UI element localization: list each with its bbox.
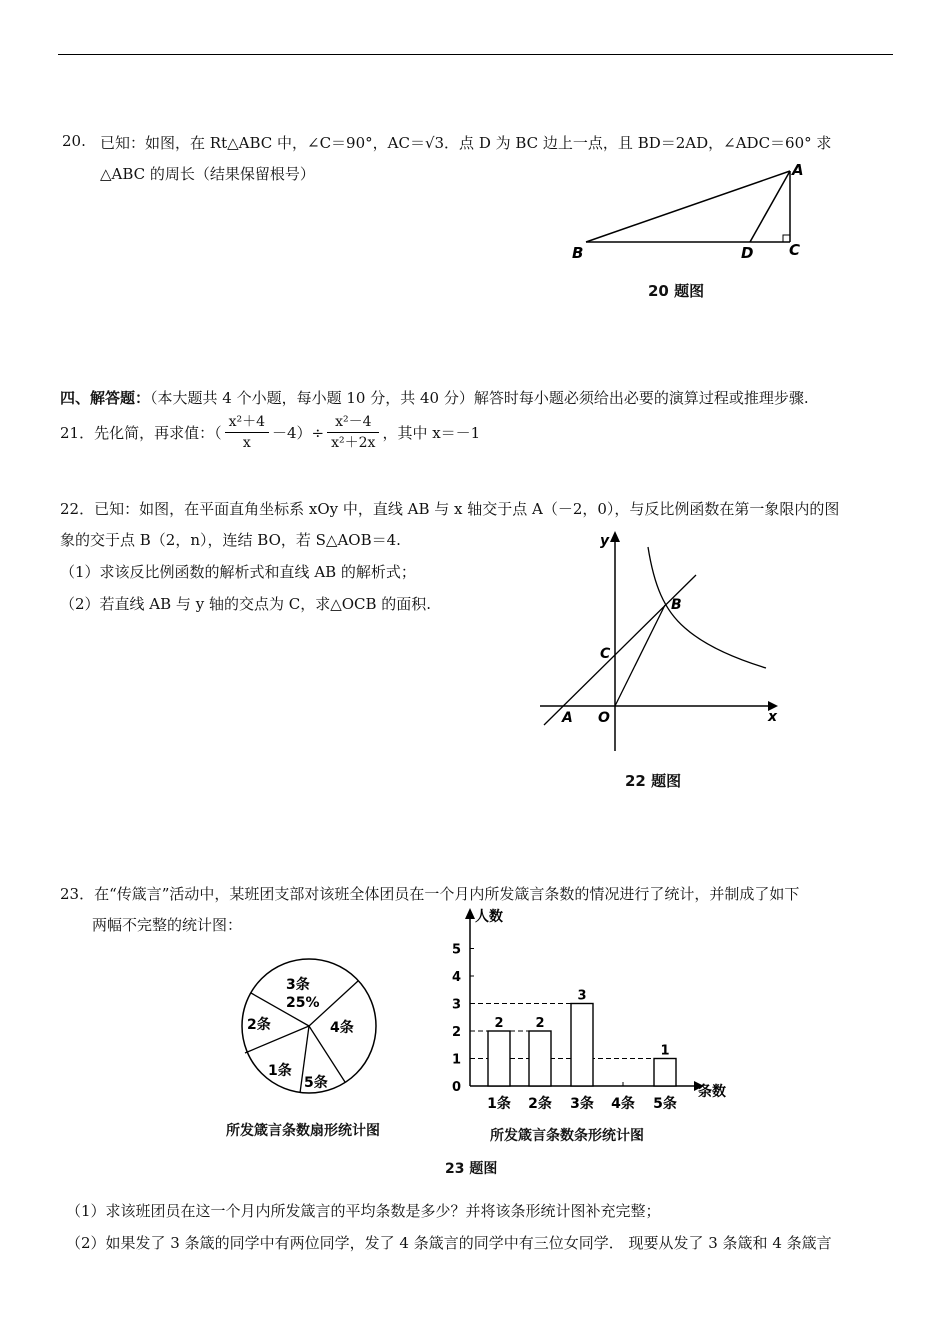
section4-heading [60,387,809,408]
y-tick-label: 5 [452,942,462,958]
point-d-label: D [741,244,754,262]
y-tick-label: 0 [452,1080,462,1095]
q22-coordinate-figure [530,525,790,760]
pie-chart [230,955,390,1105]
q21-mid: －4）÷ [272,423,325,442]
q20-figure-caption: 20 题图 [648,282,705,300]
q20-triangle-figure [560,155,820,270]
point-a-label: A [792,161,804,179]
y-axis-arrow [465,908,475,919]
pie-percent-3: 25% [286,995,320,1011]
pie-label-1: 1条 [268,1063,292,1079]
q21-fraction-1-numerator: x²＋4 [225,412,269,433]
point-a-label: A [562,710,573,726]
x-category-label: 2条 [528,1096,552,1112]
pie-label-5: 5条 [304,1075,328,1091]
x-category-label: 4条 [611,1096,635,1112]
header-rule [58,54,893,55]
bar-1 [488,1031,510,1086]
pie-label-4: 4条 [330,1020,354,1036]
q22-part1: （1）求该反比例函数的解析式和直线 AB 的解析式； [60,563,416,581]
y-axis-title: 人数 [475,909,503,925]
q21-fraction-1 [225,412,269,453]
bar-value-label: 2 [494,1016,504,1031]
q21-fraction-2-numerator: x²－4 [327,412,379,433]
x-axis-title: 条数 [698,1084,726,1100]
point-b-label: B [572,244,584,262]
q22-text-line2: 象的交于点 B（2，n），连结 BO，若 S△AOB＝4. [60,531,401,549]
x-category-label: 1条 [487,1096,511,1112]
x-category-label: 3条 [570,1096,594,1112]
x-axis-label: x [768,709,778,725]
pie-caption: 所发箴言条数扇形统计图 [226,1123,380,1139]
q20-text-line2: △ABC 的周长（结果保留根号） [100,165,315,183]
q22-part2: （2）若直线 AB 与 y 轴的交点为 C，求△OCB 的面积. [60,595,432,613]
section4-title: 四、解答题： [60,389,151,407]
q23-text-line2: 两幅不完整的统计图： [92,916,243,934]
q22-figure-caption: 22 题图 [625,772,682,790]
q23-text-line1: 23．在“传箴言”活动中，某班团支部对该班全体团员在一个月内所发箴言条数的情况进行了统计，并制成了如下 [60,885,800,903]
bar-value-label: 3 [577,988,587,1004]
q23-figure-caption: 23 题图 [445,1161,498,1177]
q20-text-line1: 已知：如图，在 Rt△ABC 中，∠C＝90°，AC＝√3．点 D 为 BC 边上一点，且 BD＝2AD，∠ADC＝60° 求 [100,134,832,152]
origin-label: O [598,710,610,726]
y-tick-label: 3 [452,997,462,1013]
pie-label-2: 2条 [247,1017,271,1033]
x-category-label: 5条 [653,1096,677,1112]
q21-text [60,410,480,454]
q23-part1: （1）求该班团员在这一个月内所发箴言的平均条数是多少？并将该条形统计图补充完整； [66,1202,661,1220]
pie-label-3: 3条 [286,977,310,993]
q21-fraction-2 [327,412,379,453]
bar-caption: 所发箴言条数条形统计图 [490,1128,644,1144]
point-c-label: C [789,241,801,259]
q20-number: 20. [62,132,86,150]
q23-part2: （2）如果发了 3 条箴的同学中有两位同学，发了 4 条箴言的同学中有三位女同学． 现要从发了 3 条箴和 4 条箴言 [66,1234,832,1252]
bar-series [488,1004,676,1087]
q21-suffix: ，其中 x＝－1 [382,423,481,442]
q22-text-line1: 22．已知：如图，在平面直角坐标系 xOy 中，直线 AB 与 x 轴交于点 A（－2，0），与反比例函数在第一象限内的图 [60,500,840,518]
bar-5 [654,1059,676,1087]
q21-fraction-2-denominator: x²＋2x [331,434,376,451]
q21-fraction-1-denominator: x [242,434,251,451]
y-tick-label: 4 [452,970,462,985]
y-tick-label: 1 [452,1052,462,1068]
bar-value-label: 2 [535,1016,545,1031]
q21-prefix: 21．先化简，再求值：（ [60,423,222,442]
section4-description: （本大题共 4 个小题，每小题 10 分，共 40 分）解答时每小题必须给出必要的演算过程或推理步骤. [150,389,809,407]
bar-chart [440,903,740,1118]
bar-value-label: 1 [660,1043,670,1059]
y-tick-label: 2 [452,1025,462,1040]
y-axis-label: y [600,533,610,549]
point-c-label: C [600,646,611,662]
point-b-label: B [671,597,682,613]
bar-2 [529,1031,551,1086]
bar-3 [571,1004,593,1087]
